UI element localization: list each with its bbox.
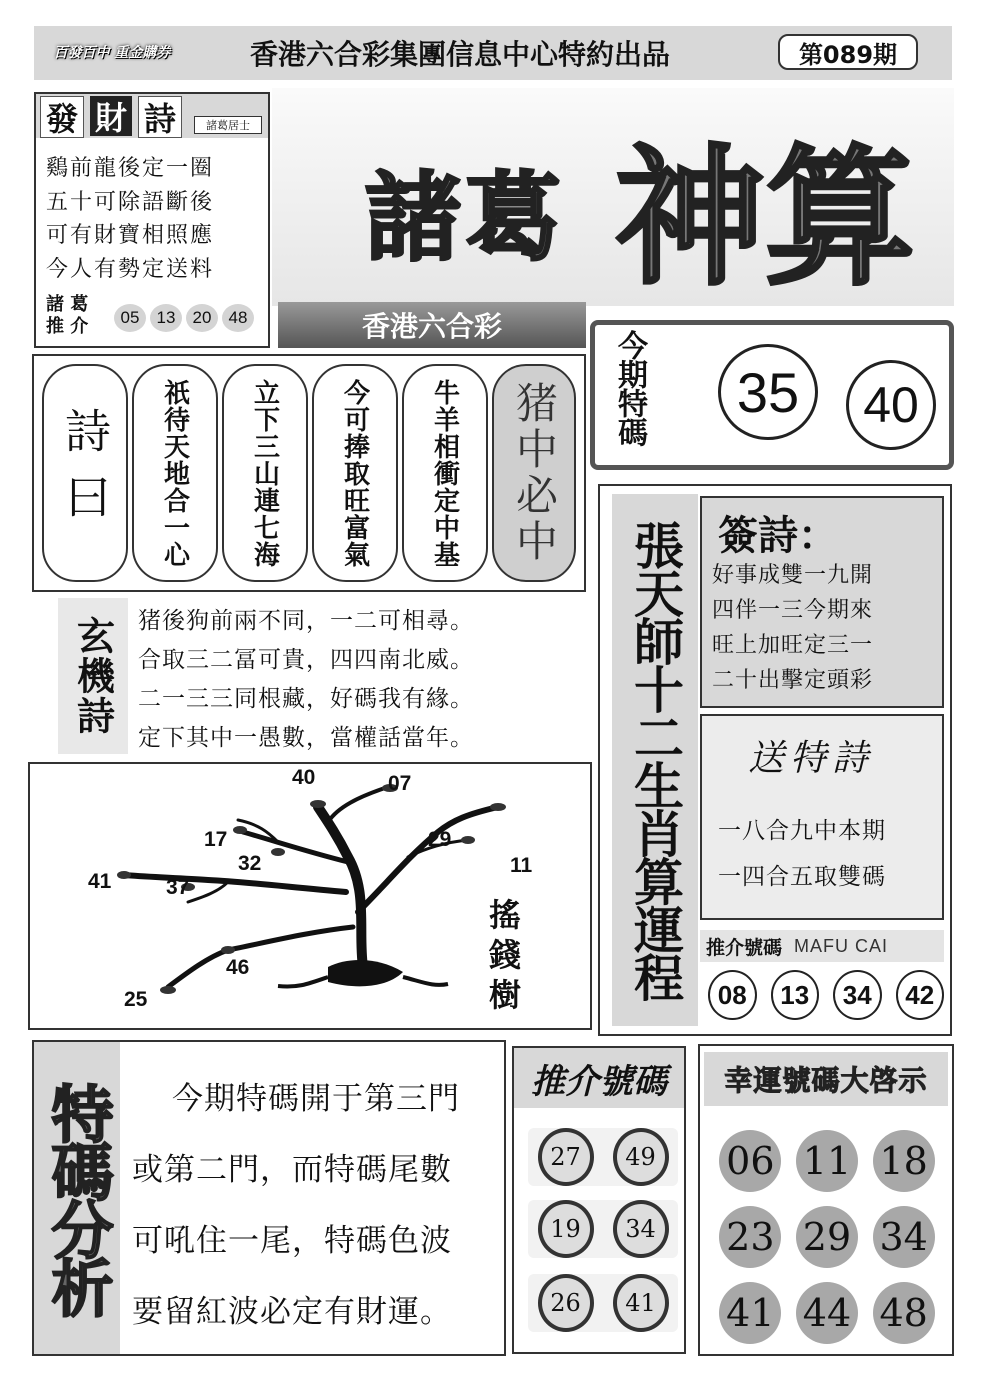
lucky-grid — [712, 1130, 942, 1346]
banner-title-right — [600, 110, 930, 306]
poem-highlight: 猪中必中 — [510, 381, 559, 565]
issue-text: 第089期 — [798, 40, 898, 69]
special-code-ball — [718, 344, 818, 440]
analysis-lines — [132, 1064, 502, 1348]
fortune-line-3: 可有財寶相照應 — [46, 223, 215, 248]
mystic-label: 玄機詩 — [70, 616, 115, 736]
recommend-pair-ball: 19 — [538, 1200, 594, 1258]
mystic-line-4: 定下其中一愚數，當權話當年。 — [138, 725, 474, 751]
mystic-line-1: 猪後狗前兩不同，一二可相尋。 — [138, 608, 474, 634]
sign-line-3: 旺上加旺定三一 — [712, 633, 874, 658]
zodiac-label-box — [612, 496, 698, 1024]
lucky-number-ball: 06 — [719, 1130, 781, 1192]
recommend-numbers-brand: MAFU CAI — [794, 935, 889, 956]
fortune-poem-title — [40, 96, 190, 136]
mystic-lines — [138, 602, 588, 758]
fortune-title-char-1: 發 — [40, 96, 84, 138]
poem-column — [402, 364, 488, 582]
header-title-text: 香港六合彩集團信息中心特約出品 — [249, 38, 670, 71]
analysis-line-3: 可吼住一尾，特碼色波 — [132, 1223, 452, 1259]
banner-subtitle-bar — [278, 302, 586, 348]
fortune-numbers — [114, 304, 264, 334]
analysis-line-4: 要留紅波必定有財運。 — [132, 1294, 452, 1330]
sign-line-4: 二十出擊定頭彩 — [712, 668, 874, 693]
poem-label-pill — [42, 364, 128, 582]
recommend-pair-ball: 27 — [538, 1128, 594, 1186]
recommend-pair-row — [528, 1274, 678, 1332]
analysis-line-1: 今期特碼開于第三門 — [172, 1081, 460, 1117]
money-tree-label — [480, 898, 550, 1018]
fortune-tag-text: 諸葛居士 — [206, 119, 250, 132]
tree-number: 37 — [166, 876, 190, 899]
gift-poem-title: 送特詩 — [748, 738, 875, 779]
lucky-title: 幸運號碼大啓示 — [724, 1064, 928, 1097]
fortune-line-4: 今人有勢定送料 — [46, 256, 215, 282]
banner-title-right-text: 神算 — [614, 130, 915, 306]
poem-label: 詩曰 — [58, 407, 112, 539]
recommend-pair-ball: 49 — [613, 1128, 669, 1186]
recommend-pair-row — [528, 1200, 678, 1258]
fortune-number-ball: 13 — [150, 304, 182, 332]
header-badge — [42, 30, 182, 76]
tree-number: 17 — [204, 828, 228, 851]
tree-number: 32 — [238, 852, 262, 875]
header-badge-text: 百發百中 重金購券 — [53, 45, 171, 61]
analysis-label-box — [34, 1042, 120, 1354]
special-code-label — [612, 330, 646, 462]
fortune-line-2: 五十可除語斷後 — [46, 189, 215, 215]
mystic-line-3: 二一三三同根藏，好碼我有緣。 — [138, 686, 474, 712]
lucky-number-ball: 18 — [873, 1130, 935, 1192]
banner-title-left — [340, 150, 590, 274]
lucky-number-ball: 41 — [719, 1282, 781, 1344]
recommend-number-ball: 42 — [896, 970, 945, 1020]
gift-line-1: 一八合九中本期 — [718, 818, 886, 844]
poem-column — [132, 364, 218, 582]
fortune-recommend-bottom: 推 介 — [46, 316, 89, 337]
fortune-number-ball: 20 — [186, 304, 218, 332]
lucky-number-ball: 23 — [719, 1206, 781, 1268]
recommend-pairs-title: 推介號碼 — [531, 1061, 667, 1102]
special-code-number-1: 35 — [736, 360, 800, 424]
tree-number: 07 — [388, 772, 412, 795]
recommend-pair-ball: 34 — [613, 1200, 669, 1258]
poem-column-text: 立下三山連七海 — [249, 378, 280, 568]
recommend-pair-row — [528, 1128, 678, 1186]
tree-number: 40 — [292, 766, 316, 789]
mystic-line-2: 合取三二冨可貴，四四南北威。 — [138, 647, 474, 673]
poem-highlight-pill — [492, 364, 576, 582]
recommend-number-ball: 34 — [833, 970, 882, 1020]
fortune-recommend-top: 諸 葛 — [46, 294, 89, 315]
lucky-number-ball: 11 — [796, 1130, 858, 1192]
poem-column-text: 祇待天地合一心 — [159, 378, 190, 568]
special-code-ball — [846, 360, 936, 450]
fortune-poem-lines — [46, 152, 262, 286]
fortune-poem-tag — [194, 116, 262, 134]
recommend-pair-ball: 41 — [613, 1274, 669, 1332]
lucky-number-ball: 29 — [796, 1206, 858, 1268]
poem-column-text: 牛羊相衝定中基 — [429, 378, 460, 568]
tree-number: 29 — [428, 828, 452, 851]
fortune-recommend-label — [46, 294, 116, 338]
tree-number: 46 — [226, 956, 250, 979]
special-code-label-text: 今期特碼 — [612, 330, 647, 446]
lucky-number-ball: 34 — [873, 1206, 935, 1268]
fortune-line-1: 鷄前龍後定一圈 — [46, 156, 215, 181]
sign-line-1: 好事成雙一九開 — [712, 563, 874, 588]
poem-column — [312, 364, 398, 582]
issue-badge — [778, 34, 918, 70]
recommend-pairs-header — [514, 1048, 684, 1108]
banner-title-left-text: 諸葛 — [365, 161, 565, 274]
poem-column-text: 今可捧取旺富氣 — [339, 378, 370, 568]
recommend-number-ball: 13 — [771, 970, 820, 1020]
mystic-label-box — [58, 598, 128, 754]
recommend-numbers-row — [708, 970, 944, 1018]
fortune-title-char-3: 詩 — [138, 96, 182, 138]
header-title — [190, 30, 730, 76]
recommend-numbers-label: 推介號碼 — [706, 936, 783, 959]
fortune-number-ball: 05 — [114, 304, 146, 332]
gift-line-2: 一四合五取雙碼 — [718, 864, 886, 890]
sign-poem-lines — [712, 558, 942, 698]
money-tree-label-text: 搖錢樹 — [484, 898, 522, 1018]
tree-number: 25 — [124, 988, 148, 1011]
special-code-number-2: 40 — [863, 377, 919, 433]
banner-subtitle: 香港六合彩 — [361, 310, 502, 343]
analysis-label: 特碼分析 — [41, 1082, 114, 1314]
recommend-number-ball: 08 — [708, 970, 757, 1020]
analysis-line-2: 或第二門，而特碼尾數 — [132, 1152, 452, 1188]
tree-number: 41 — [88, 870, 112, 893]
gift-poem-lines — [718, 808, 942, 900]
poem-column — [222, 364, 308, 582]
lucky-header — [704, 1052, 948, 1106]
lucky-number-ball: 48 — [873, 1282, 935, 1344]
lucky-number-ball: 44 — [796, 1282, 858, 1344]
sign-line-2: 四伴一三今期來 — [712, 598, 874, 623]
tree-number: 11 — [510, 854, 533, 877]
zodiac-label: 張天師十二生肖算運程 — [626, 520, 684, 1000]
recommend-numbers-header — [700, 930, 944, 962]
fortune-number-ball: 48 — [222, 304, 254, 332]
fortune-title-char-2: 財 — [90, 96, 132, 136]
recommend-pair-ball: 26 — [538, 1274, 594, 1332]
sign-poem-title: 簽詩： — [718, 513, 838, 559]
